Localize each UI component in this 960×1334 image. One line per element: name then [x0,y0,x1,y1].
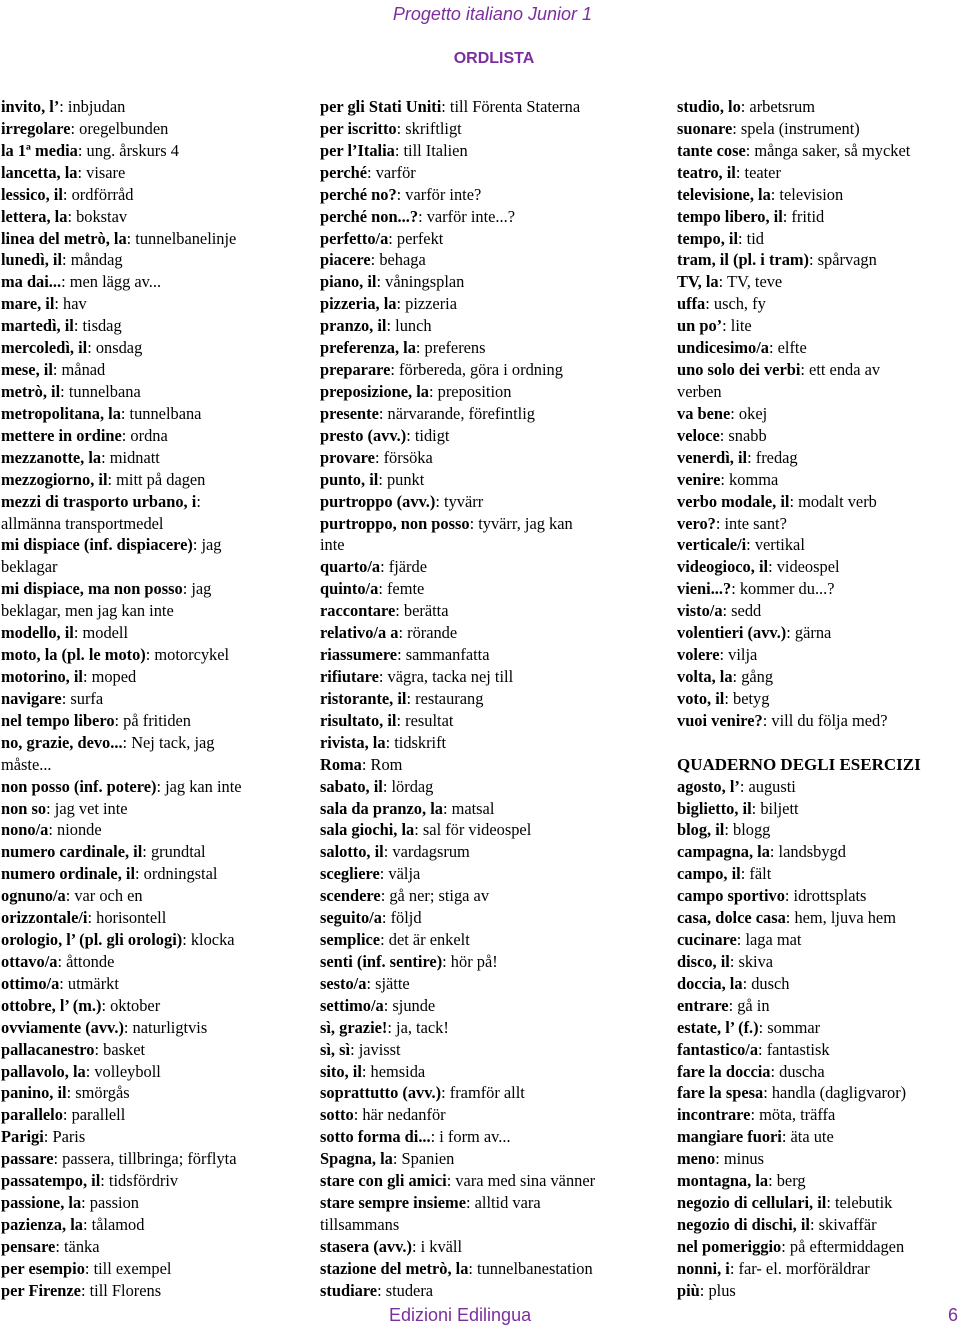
glossary-line: beklagar [1,557,58,577]
glossary-line: pensare: tänka [1,1236,100,1256]
glossary-line: cucinare: laga mat [677,930,802,950]
glossary-line: rivista, la: tidskrift [320,732,447,752]
glossary-line: quarto/a: fjärde [320,557,427,577]
glossary-line: teatro, il: teater [677,162,781,182]
glossary-line: non posso (inf. potere): jag kan inte [1,776,242,796]
glossary-line: sesto/a: sjätte [320,973,410,993]
glossary-line: TV, la: TV, teve [677,272,783,292]
glossary-line: per esempio: till exempel [1,1258,172,1278]
glossary-line: piano, il: våningsplan [320,272,465,292]
glossary-line: uffa: usch, fy [677,294,766,314]
glossary-line: beklagar, men jag kan inte [1,601,174,621]
glossary-line: campo, il: fält [677,864,772,884]
glossary-line: passatempo, il: tidsfördriv [1,1171,179,1191]
glossary-line: piacere: behaga [320,250,426,270]
glossary-line: entrare: gå in [677,995,770,1015]
glossary-line: numero cardinale, il: grundtal [1,842,206,862]
glossary-line: quinto/a: femte [320,579,425,599]
glossary-line: Roma: Rom [320,754,403,774]
glossary-line: stasera (avv.): i kväll [320,1236,463,1256]
glossary-line: sì, grazie!: ja, tack! [320,1017,449,1037]
glossary-line: sala giochi, la: sal för videospel [320,820,532,840]
glossary-line: voto, il: betyg [677,688,770,708]
glossary-line: sotto: här nedanför [320,1105,446,1125]
glossary-line: venire: komma [677,469,779,489]
glossary-line: lessico, il: ordförråd [1,184,134,204]
glossary-line: tempo libero, il: fritid [677,206,825,226]
glossary-column-3 [677,96,960,1302]
glossary-line: vero?: inte sant? [677,513,787,533]
glossary-line: inte [320,535,345,555]
glossary-line: QUADERNO DEGLI ESERCIZI [677,754,921,774]
glossary-line: ovviamente (avv.): naturligtvis [1,1017,208,1037]
glossary-line: passione, la: passion [1,1193,139,1213]
glossary-line: mercoledì, il: onsdag [1,338,143,358]
glossary-line: vieni...?: kommer du...? [677,579,835,599]
glossary-line: stare sempre insieme: alltid vara [320,1193,541,1213]
glossary-line: la 1ª media: ung. årskurs 4 [1,140,179,160]
glossary-line: metropolitana, la: tunnelbana [1,403,202,423]
glossary-line: nel tempo libero: på fritiden [1,710,191,730]
glossary-line: lunedì, il: måndag [1,250,123,270]
glossary-line: per gli Stati Uniti: till Förenta Staterna [320,97,581,116]
section-title: ORDLISTA [453,50,535,67]
glossary-line: mangiare fuori: äta ute [677,1127,834,1147]
glossary-line: lettera, la: bokstav [1,206,128,226]
glossary-line: fantastico/a: fantastisk [677,1039,830,1059]
glossary-line: incontrare: möta, träffa [677,1105,836,1125]
glossary-line: perfetto/a: perfekt [320,228,444,248]
glossary-line: lancetta, la: visare [1,162,126,182]
glossary-line: navigare: surfa [1,688,104,708]
glossary-line [677,732,960,754]
glossary-line: campo sportivo: idrottsplats [677,886,867,906]
glossary-line: tante cose: många saker, så mycket [677,140,911,160]
glossary-line: veloce: snabb [677,425,767,445]
glossary-line: volta, la: gång [677,666,774,686]
glossary-line: mi dispiace (inf. dispiacere): jag [1,535,222,555]
glossary-line: mare, il: hav [1,294,87,314]
glossary-line: settimo/a: sjunde [320,995,436,1015]
glossary-line: ristorante, il: restaurang [320,688,484,708]
glossary-line: mi dispiace, ma non posso: jag [1,579,212,599]
glossary-line: più: plus [677,1280,736,1300]
glossary-line: sala da pranzo, la: matsal [320,798,495,818]
glossary-line: studio, lo: arbetsrum [677,97,815,116]
glossary-line: senti (inf. sentire): hör på! [320,951,498,971]
glossary-line: salotto, il: vardagsrum [320,842,470,862]
glossary-line: raccontare: berätta [320,601,449,621]
glossary-line: rifiutare: vägra, tacka nej till [320,666,514,686]
glossary-line: preparare: förbereda, göra i ordning [320,360,563,380]
glossary-line: orologio, l’ (pl. gli orologi): klocka [1,930,235,950]
glossary-line: per l’Italia: till Italien [320,140,468,160]
glossary-line: studiare: studera [320,1280,434,1300]
glossary-line: videogioco, il: videospel [677,557,840,577]
glossary-line: venerdì, il: fredag [677,447,798,467]
glossary-line: fare la spesa: handla (dagligvaror) [677,1083,907,1103]
glossary-line: campagna, la: landsbygd [677,842,846,862]
glossary-line: pizzeria, la: pizzeria [320,294,457,314]
glossary-line: invito, l’: inbjudan [1,97,126,116]
glossary-line: visto/a: sedd [677,601,762,621]
glossary-line: vuoi venire?: vill du följa med? [677,710,888,730]
glossary-line: scendere: gå ner; stiga av [320,886,490,906]
glossary-line: fare la doccia: duscha [677,1061,825,1081]
glossary-line: mese, il: månad [1,360,106,380]
glossary-line: stare con gli amici: vara med sina vänner [320,1171,596,1191]
glossary-line: mezzanotte, la: midnatt [1,447,160,467]
glossary-line: montagna, la: berg [677,1171,806,1191]
glossary-line: agosto, l’: augusti [677,776,796,796]
glossary-line: punto, il: punkt [320,469,425,489]
glossary-line: sabato, il: lördag [320,776,434,796]
glossary-line: seguito/a: följd [320,908,422,928]
glossary-line: Parigi: Paris [1,1127,86,1147]
glossary-line: non so: jag vet inte [1,798,128,818]
glossary-line: allmänna transportmedel [1,513,164,533]
glossary-line: Spagna, la: Spanien [320,1149,455,1169]
glossary-line: nonni, i: far- el. morföräldrar [677,1258,870,1278]
publisher-footer: Edizioni Edilingua [389,1305,532,1325]
glossary-line: casa, dolce casa: hem, ljuva hem [677,908,896,928]
glossary-line: ottimo/a: utmärkt [1,973,119,993]
glossary-line: moto, la (pl. le moto): motorcykel [1,645,230,665]
glossary-line: semplice: det är enkelt [320,930,470,950]
glossary-line: perché: varför [320,162,416,182]
glossary-line: ottavo/a: åttonde [1,951,115,971]
page-number: 6 [948,1305,959,1325]
glossary-line: per iscritto: skriftligt [320,118,462,138]
glossary-line: suonare: spela (instrument) [677,118,860,138]
glossary-line: purtroppo (avv.): tyvärr [320,491,484,511]
glossary-line: parallelo: parallell [1,1105,126,1125]
glossary-line: meno: minus [677,1149,764,1169]
glossary-line: preferenza, la: preferens [320,338,486,358]
glossary-line: undicesimo/a: elfte [677,338,807,358]
glossary-line: volentieri (avv.): gärna [677,623,832,643]
glossary-line: preposizione, la: preposition [320,381,512,401]
glossary-line: un po’: lite [677,316,752,336]
glossary-line: pallavolo, la: volleyboll [1,1061,161,1081]
glossary-line: scegliere: välja [320,864,421,884]
glossary-line: martedì, il: tisdag [1,316,122,336]
glossary-line: perché no?: varför inte? [320,184,482,204]
glossary-line: risultato, il: resultat [320,710,454,730]
glossary-line: no, grazie, devo...: Nej tack, jag [1,732,215,752]
glossary-line: stazione del metrò, la: tunnelbanestation [320,1258,593,1278]
glossary-line: sotto forma di...: i form av... [320,1127,511,1147]
glossary-line: disco, il: skiva [677,951,774,971]
glossary-line: presente: närvarande, förefintlig [320,403,535,423]
glossary-line: soprattutto (avv.): framför allt [320,1083,525,1103]
glossary-line: relativo/a a: rörande [320,623,458,643]
glossary-line: nel pomeriggio: på eftermiddagen [677,1236,905,1256]
glossary-line: riassumere: sammanfatta [320,645,490,665]
glossary-line: mettere in ordine: ordna [1,425,168,445]
glossary-line: sì, sì: javisst [320,1039,401,1059]
glossary-line: modello, il: modell [1,623,129,643]
glossary-line: pranzo, il: lunch [320,316,432,336]
glossary-line: negozio di dischi, il: skivaffär [677,1215,877,1235]
glossary-line: metrò, il: tunnelbana [1,381,141,401]
glossary-line: doccia, la: dusch [677,973,790,993]
glossary-line: biglietto, il: biljett [677,798,799,818]
glossary-line: tempo, il: tid [677,228,764,248]
glossary-line: va bene: okej [677,403,768,423]
glossary-line: per Firenze: till Florens [1,1280,162,1300]
glossary-line: verbo modale, il: modalt verb [677,491,877,511]
glossary-line: televisione, la: television [677,184,844,204]
glossary-line: tillsammans [320,1215,400,1235]
glossary-line: ottobre, l’ (m.): oktober [1,995,161,1015]
glossary-line: blog, il: blogg [677,820,771,840]
glossary-line: mezzogiorno, il: mitt på dagen [1,469,206,489]
glossary-line: provare: försöka [320,447,433,467]
glossary-column-2 [320,96,665,1302]
glossary-line: pallacanestro: basket [1,1039,146,1059]
glossary-line: passare: passera, tillbringa; förflyta [1,1149,237,1169]
glossary-line: linea del metrò, la: tunnelbanelinje [1,228,237,248]
glossary-line: panino, il: smörgås [1,1083,130,1103]
glossary-line: purtroppo, non posso: tyvärr, jag kan [320,513,573,533]
glossary-line: måste... [1,754,52,774]
glossary-line: ognuno/a: var och en [1,886,143,906]
glossary-line: ma dai...: men lägg av... [1,272,162,292]
glossary-line: uno solo dei verbi: ett enda av [677,360,881,380]
glossary-line: verticale/i: vertikal [677,535,805,555]
glossary-line: volere: vilja [677,645,758,665]
glossary-line: motorino, il: moped [1,666,137,686]
glossary-column-1 [1,96,306,1302]
glossary-line: irregolare: oregelbunden [1,118,169,138]
glossary-line: estate, l’ (f.): sommar [677,1017,821,1037]
glossary-line: sito, il: hemsida [320,1061,426,1081]
glossary-line: perché non...?: varför inte...? [320,206,515,226]
glossary-line: verben [677,381,722,401]
glossary-line: negozio di cellulari, il: telebutik [677,1193,893,1213]
glossary-line: nono/a: nionde [1,820,102,840]
glossary-line: numero ordinale, il: ordningstal [1,864,218,884]
glossary-line: presto (avv.): tidigt [320,425,450,445]
glossary-line: pazienza, la: tålamod [1,1215,145,1235]
glossary-line: tram, il (pl. i tram): spårvagn [677,250,877,270]
book-title: Progetto italiano Junior 1 [392,4,592,24]
glossary-line: orizzontale/i: horisontell [1,908,167,928]
glossary-line: mezzi di trasporto urbano, i: [1,491,201,511]
